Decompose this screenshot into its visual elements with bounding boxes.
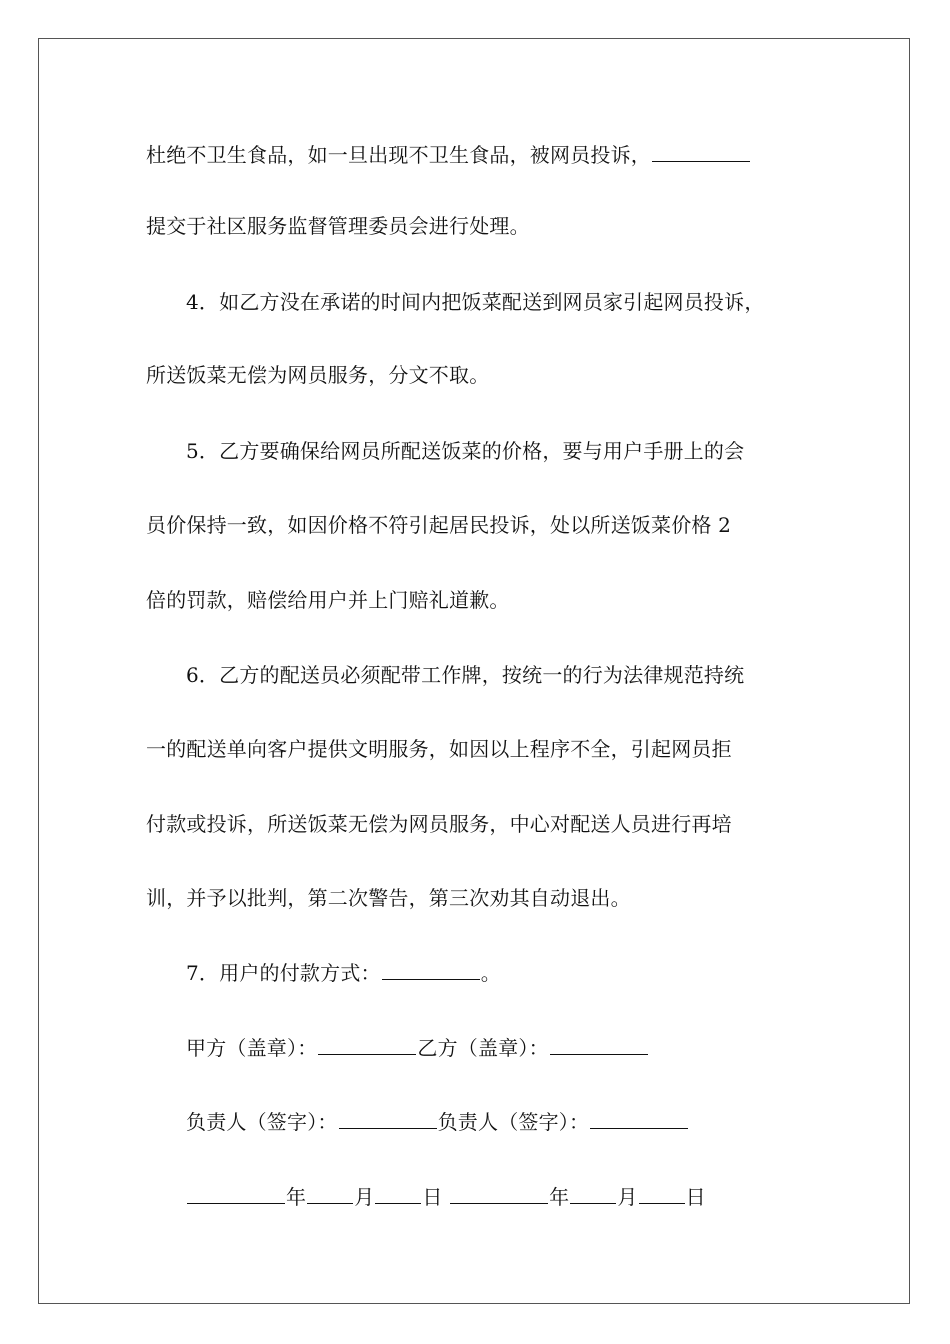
blank-field[interactable] xyxy=(652,145,750,162)
text: 杜绝不卫生食品，如一旦出现不卫生食品，被网员投诉， xyxy=(146,143,651,167)
month-a-label: 月 xyxy=(354,1185,375,1209)
paragraph-3-line-2: 提交于社区服务监督管理委员会进行处理。 xyxy=(146,214,530,238)
payment-method-label: 7．用户的付款方式： xyxy=(186,961,381,985)
year-a-field[interactable] xyxy=(187,1187,285,1204)
year-b-label: 年 xyxy=(549,1185,570,1209)
paragraph-6-line-4: 训，并予以批判，第二次警告，第三次劝其自动退出。 xyxy=(146,886,631,910)
responsible-b-label: 负责人（签字）： xyxy=(437,1110,590,1134)
day-b-field[interactable] xyxy=(639,1187,685,1204)
paragraph-5-line-2: 员价保持一致，如因价格不符引起居民投诉，处以所送饭菜价格 2 xyxy=(146,513,732,537)
day-a-field[interactable] xyxy=(375,1187,421,1204)
payment-method-line xyxy=(186,961,501,985)
paragraph-6-line-3: 付款或投诉，所送饭菜无偿为网员服务，中心对配送人员进行再培 xyxy=(146,812,732,836)
seal-line xyxy=(186,1036,649,1060)
party-a-seal-field[interactable] xyxy=(318,1038,416,1055)
payment-method-field[interactable] xyxy=(382,963,480,980)
paragraph-4-line-2: 所送饭菜无偿为网员服务，分文不取。 xyxy=(146,363,490,387)
party-a-seal-label: 甲方（盖章）： xyxy=(186,1036,318,1060)
period: 。 xyxy=(480,961,501,985)
date-line xyxy=(186,1185,706,1209)
year-a-label: 年 xyxy=(286,1185,307,1209)
month-b-label: 月 xyxy=(617,1185,638,1209)
day-b-label: 日 xyxy=(685,1185,706,1209)
month-a-field[interactable] xyxy=(307,1187,353,1204)
party-b-seal-label: 乙方（盖章）： xyxy=(417,1036,549,1060)
paragraph-5-line-1: 5．乙方要确保给网员所配送饭菜的价格，要与用户手册上的会 xyxy=(186,439,745,463)
responsible-a-label: 负责人（签字）： xyxy=(186,1110,338,1134)
month-b-field[interactable] xyxy=(570,1187,616,1204)
paragraph-3-line-1 xyxy=(146,143,751,167)
year-b-field[interactable] xyxy=(450,1187,548,1204)
day-a-label: 日 xyxy=(422,1185,443,1209)
paragraph-5-line-3: 倍的罚款，赔偿给用户并上门赔礼道歉。 xyxy=(146,588,510,612)
responsible-b-field[interactable] xyxy=(590,1112,688,1129)
paragraph-6-line-2: 一的配送单向客户提供文明服务，如因以上程序不全，引起网员拒 xyxy=(146,737,732,761)
paragraph-6-line-1: 6．乙方的配送员必须配带工作牌，按统一的行为法律规范持统 xyxy=(186,663,745,687)
signature-line xyxy=(186,1110,689,1134)
responsible-a-field[interactable] xyxy=(339,1112,437,1129)
party-b-seal-field[interactable] xyxy=(550,1038,648,1055)
paragraph-4-line-1: 4．如乙方没在承诺的时间内把饭菜配送到网员家引起网员投诉， xyxy=(186,290,765,314)
